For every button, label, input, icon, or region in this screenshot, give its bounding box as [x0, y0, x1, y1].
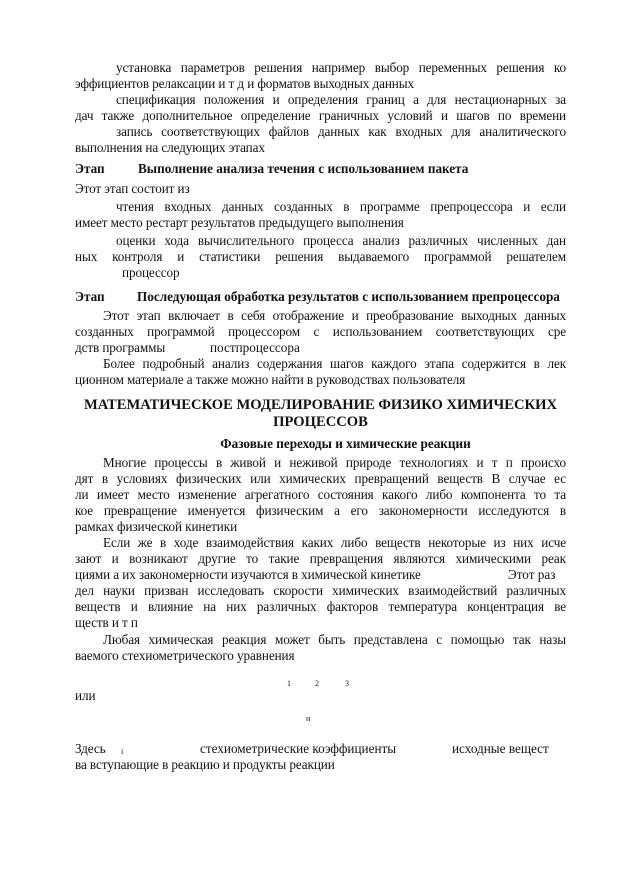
text-line: дят в условиях физических или химических превращений веществ В случае ес — [75, 471, 566, 486]
text-line: ществ и т п — [75, 615, 138, 630]
stage-title: Выполнение анализа течения с использованием пакета — [138, 161, 469, 176]
text-line: дел науки призван исследовать скорости химических взаимодействий различных — [75, 583, 566, 598]
equation-subscript: i — [121, 747, 124, 756]
section-subtitle: Фазовые переходы и химические реакции — [220, 436, 471, 451]
text-line: рамках физической кинетики — [75, 519, 238, 534]
text-line: созданных программой процессором с использованием соответствующих сре — [75, 324, 566, 339]
text-line: выполнения на следующих этапах — [75, 140, 265, 155]
text-line: оценки хода вычислительного процесса анализ различных численных дан — [116, 233, 566, 248]
text-word: исходные вещест — [452, 741, 549, 756]
text-line: Здесь — [75, 741, 106, 756]
text-line: спецификация положения и определения границ а для нестационарных за — [116, 92, 566, 107]
text-line: запись соответствующих файлов данных как входных для аналитического — [116, 124, 566, 139]
text-line: Многие процессы в живой и неживой природе технологиях и т п происхо — [103, 455, 566, 470]
text-line: зают и возникают другие то такие превращения являются химическими реак — [75, 551, 566, 566]
text-line: Если же в ходе взаимодействия каких либо веществ некоторые из них исче — [103, 535, 566, 550]
text-line: чтения входных данных созданных в программе препроцессора и если — [116, 199, 566, 214]
text-line: ли имеет место изменение агрегатного состояния какого либо компонента то та — [75, 487, 566, 502]
text-word: Этот раз — [508, 567, 556, 582]
text-line: ных контроля и статистики решения выдаваемого программой решателем — [75, 249, 566, 264]
equation-subscript: 2 — [315, 679, 319, 688]
text-line: дств программы — [75, 340, 166, 355]
stage-label: Этап — [75, 161, 105, 176]
text-word: стехиометрические коэффициенты — [200, 741, 397, 756]
text-line: установка параметров решения например выбор переменных решения ко — [116, 60, 566, 75]
text-line: Этот этап включает в себя отображение и преобразование выходных данных — [103, 308, 566, 323]
equation-subscript: н — [306, 714, 311, 723]
text-line: ционном материале а также можно найти в руководствах пользователя — [75, 372, 466, 387]
text-line: дач также дополнительное определение граничных условий и шагов по времени — [75, 108, 566, 123]
text-line: Любая химическая реакция может быть представлена с помощью так назы — [103, 632, 566, 647]
text-line: процессор — [122, 265, 180, 280]
text-line: или — [75, 688, 96, 703]
text-line: веществ и влияние на них различных факторов температура концентрация ве — [75, 599, 566, 614]
equation-subscript: 3 — [345, 679, 349, 688]
text-word: постпроцессора — [210, 340, 300, 355]
text-line: кое превращение именуется физическим а его закономерности исследуются в — [75, 503, 566, 518]
text-line: ваемого стехиометрического уравнения — [75, 648, 295, 663]
text-line: Этот этап состоит из — [75, 181, 190, 196]
section-title: ПРОЦЕССОВ — [273, 414, 368, 430]
text-line: эффициентов релаксации и т д и форматов выходных данных — [75, 76, 415, 91]
text-line: циями а их закономерности изучаются в химической кинетике — [75, 567, 421, 582]
section-title: МАТЕМАТИЧЕСКОЕ МОДЕЛИРОВАНИЕ ФИЗИКО ХИМИЧЕСКИХ — [83, 397, 557, 413]
stage-title: Последующая обработка результатов с использованием препроцессора — [137, 289, 560, 304]
equation-subscript: 1 — [287, 679, 291, 688]
text-line: Более подробный анализ содержания шагов каждого этапа содержится в лек — [103, 356, 566, 371]
text-line: ва вступающие в реакцию и продукты реакции — [75, 757, 335, 772]
text-line: имеет место рестарт результатов предыдущего выполнения — [75, 215, 404, 230]
stage-label: Этап — [75, 289, 105, 304]
